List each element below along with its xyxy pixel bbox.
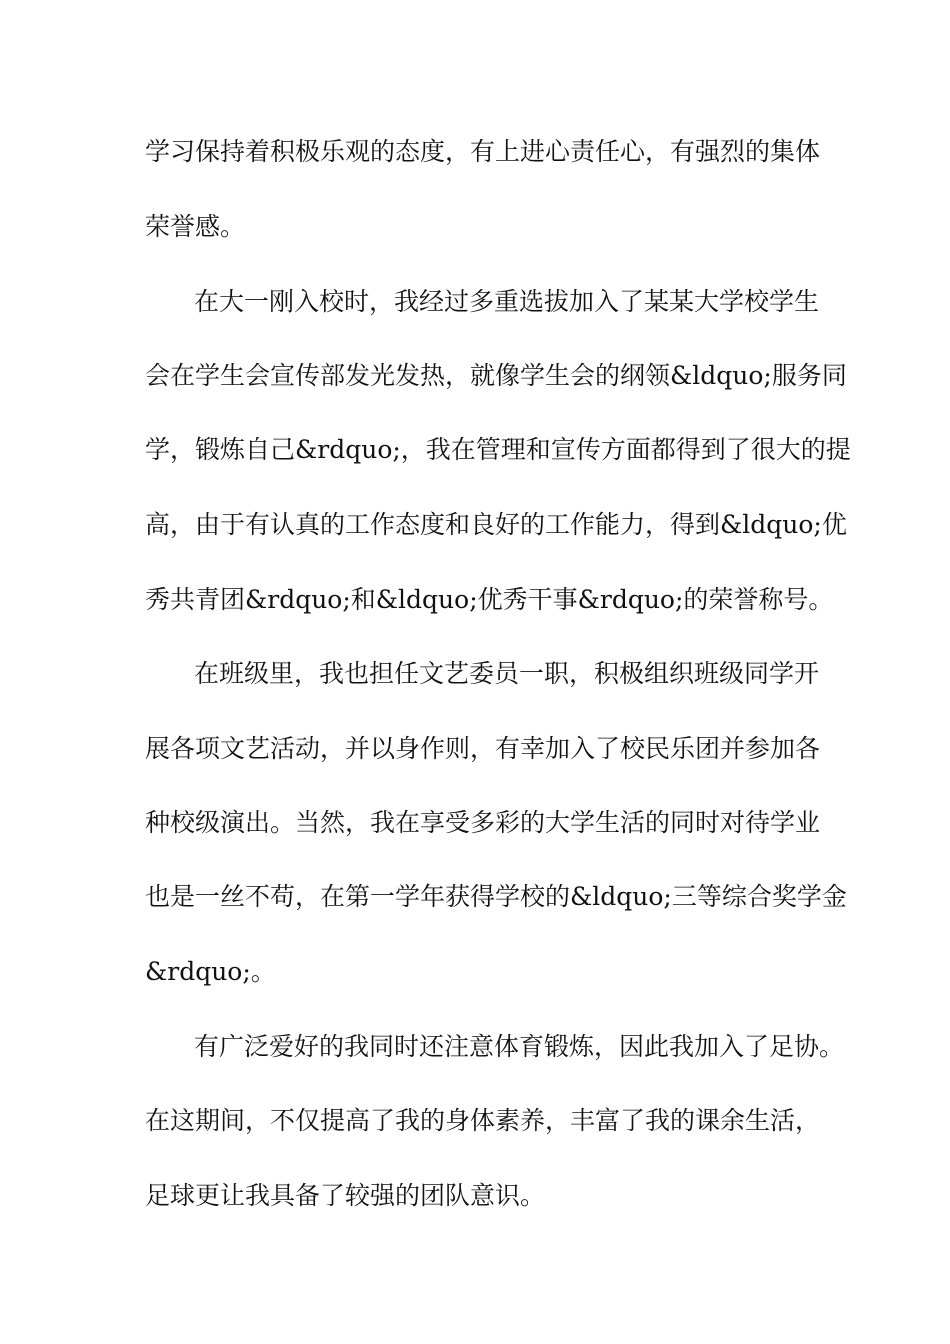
text-line: 会在学生会宣传部发光发热，就像学生会的纲领&ldquo;服务同: [145, 361, 847, 390]
paragraph-start-line: 在班级里，我也担任文艺委员一职，积极组织班级同学开: [194, 659, 820, 688]
text-line: 荣誉感。: [145, 212, 246, 241]
text-line: 高，由于有认真的工作态度和良好的工作能力，得到&ldquo;优: [145, 510, 847, 539]
paragraph-start-line: 有广泛爱好的我同时还注意体育锻炼，因此我加入了足协。: [194, 1032, 845, 1061]
text-line: 也是一丝不苟，在第一学年获得学校的&ldquo;三等综合奖学金: [145, 882, 847, 911]
text-line: 足球更让我具备了较强的团队意识。: [145, 1181, 546, 1210]
text-line: 种校级演出。当然，我在享受多彩的大学生活的同时对待学业: [145, 808, 821, 837]
paragraph-start-line: 在大一刚入校时，我经过多重选拔加入了某某大学校学生: [194, 287, 820, 316]
text-line: 在这期间，不仅提高了我的身体素养，丰富了我的课余生活，: [145, 1106, 821, 1135]
text-line: 学习保持着积极乐观的态度，有上进心责任心，有强烈的集体: [145, 137, 821, 166]
text-line: 展各项文艺活动，并以身作则，有幸加入了校民乐团并参加各: [145, 734, 821, 763]
text-line: 学，锻炼自己&rdquo;，我在管理和宣传方面都得到了很大的提: [145, 435, 851, 464]
text-line: 秀共青团&rdquo;和&ldquo;优秀干事&rdquo;的荣誉称号。: [145, 585, 834, 614]
text-line: &rdquo;。: [145, 957, 276, 986]
